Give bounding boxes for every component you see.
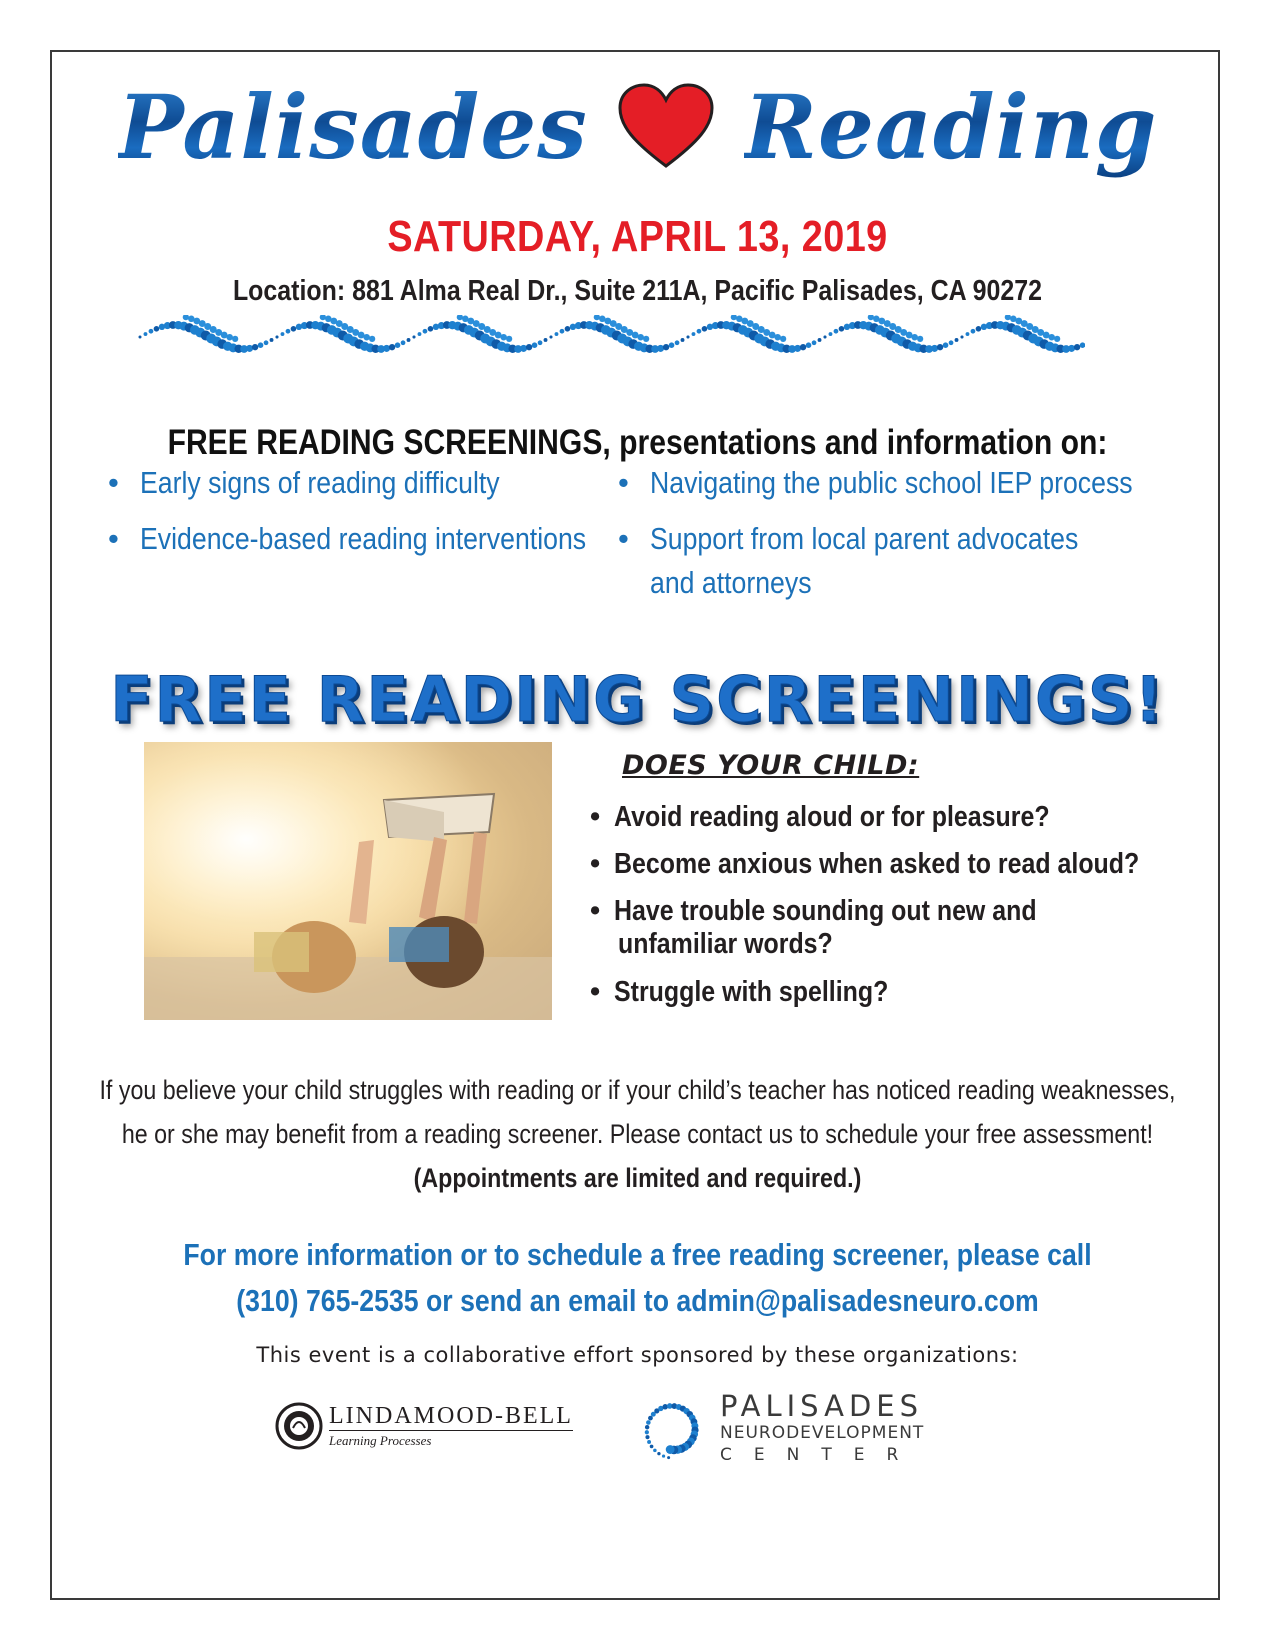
wave-dot [506, 336, 512, 342]
lindamood-bell-logo [275, 1402, 573, 1450]
wave-dot [687, 336, 690, 339]
wave-dot [544, 338, 548, 342]
wave-dot [917, 336, 923, 342]
wave-dot [555, 332, 559, 336]
wave-dot [868, 315, 874, 320]
logo-dot [645, 1425, 649, 1429]
heart-icon [616, 82, 716, 172]
wave-dot [565, 326, 571, 332]
lindamood-bell-seal-icon [275, 1402, 323, 1450]
bullet-icon: • [590, 895, 601, 927]
wave-dot [675, 340, 680, 345]
logo-dot [648, 1416, 653, 1421]
wave-dot [532, 342, 538, 348]
wave-dot [955, 338, 959, 342]
logo-dot [653, 1449, 657, 1453]
wave-dot [457, 315, 463, 320]
wave-dot [1080, 342, 1085, 348]
palisades-dots-icon [638, 1388, 708, 1468]
wave-dot [669, 342, 675, 348]
topics-heading: FREE READING SCREENINGS, presentations and information on: [167, 423, 1108, 462]
wave-dot [681, 338, 685, 342]
logo-dot [650, 1445, 654, 1449]
lindamood-bell-name: LINDAMOOD-BELL [329, 1402, 573, 1429]
list-item-continuation: and attorneys [650, 565, 812, 600]
wave-dot [291, 326, 297, 332]
wave-dot [252, 344, 258, 350]
wave-dot [594, 315, 600, 320]
wave-dot [246, 345, 253, 352]
wave-dot [395, 342, 401, 348]
wave-dot [976, 326, 982, 332]
bullet-icon: • [108, 521, 119, 556]
wave-dot [369, 336, 375, 342]
paragraph-line: he or she may benefit from a reading screener. Please contact us to schedule your free assessment! [121, 1119, 1154, 1149]
list-item: • Early signs of reading difficulty [108, 465, 500, 500]
wave-dot [774, 334, 781, 341]
wave-dot [413, 336, 416, 339]
wave-dot [1048, 334, 1055, 341]
wave-dot [806, 342, 812, 348]
wave-dot [1005, 315, 1011, 320]
list-item: • Evidence-based reading interventions [108, 521, 587, 556]
child-questions-heading: DOES YOUR CHILD: [622, 750, 920, 781]
wave-dot [154, 326, 160, 332]
children-reading-photo [144, 742, 552, 1020]
logo-dot [646, 1420, 651, 1425]
wave-dot [520, 345, 527, 352]
wave-dot [232, 336, 238, 342]
wave-dot [401, 340, 406, 345]
wave-dot [1068, 345, 1075, 352]
wave-dot [1054, 336, 1060, 342]
list-item: • Navigating the public school IEP process [618, 465, 1133, 500]
bullet-icon: • [108, 465, 119, 500]
wave-dot [500, 334, 507, 341]
wave-dot [526, 344, 532, 350]
wave-dot [320, 315, 326, 320]
title-word-right: Reading [743, 75, 1158, 179]
palisades-neurodevelopment-logo [638, 1388, 924, 1468]
list-item: • Support from local parent advocates [618, 521, 1079, 556]
contact-info [0, 1232, 1275, 1324]
wave-dot [149, 329, 154, 334]
wave-dot [818, 338, 822, 342]
wave-dot [183, 315, 189, 320]
wave-dot [961, 336, 964, 339]
paragraph-line: If you believe your child struggles with reading or if your child’s teacher has noticed reading weaknesses, [99, 1075, 1176, 1105]
wave-dot [281, 332, 285, 336]
logo-dot [647, 1440, 651, 1444]
wave-dot [657, 345, 664, 352]
logo-dot [657, 1452, 660, 1455]
wave-dot [966, 332, 970, 336]
wave-dot [824, 336, 827, 339]
list-item: • Struggle with spelling? [590, 976, 889, 1008]
wave-dot [1074, 344, 1080, 350]
wave-dot [276, 336, 279, 339]
lindamood-bell-tagline: Learning Processes [329, 1432, 432, 1448]
title-word-left: Palisades [117, 75, 588, 179]
list-item: • Have trouble sounding out new and [590, 895, 1037, 927]
wave-dot [931, 345, 938, 352]
bullet-icon: • [618, 465, 629, 500]
bullet-icon: • [590, 976, 601, 1008]
wave-dot [286, 329, 291, 334]
wave-dot [560, 329, 565, 334]
wave-dot [389, 344, 395, 350]
wave-dot [144, 332, 148, 336]
event-location: Location: 881 Alma Real Dr., Suite 211A, Pacific Palisades, CA 90272 [232, 275, 1043, 307]
wave-dot [780, 336, 786, 342]
bullet-icon: • [590, 848, 601, 880]
pnc-line1: PALISADES [720, 1389, 924, 1423]
list-item: • Avoid reading aloud or for pleasure? [590, 801, 1050, 833]
wave-dot [363, 334, 370, 341]
description-paragraph [0, 1068, 1275, 1200]
wave-dot [139, 336, 142, 339]
decorative-wave [135, 315, 1085, 365]
contact-line: For more information or to schedule a free reading screener, please call [183, 1237, 1092, 1272]
bullet-icon: • [618, 521, 629, 556]
wave-dot [258, 342, 264, 348]
wave-dot [692, 332, 696, 336]
contact-line: (310) 765-2535 or send an email to admin@palisadesneuro.com [236, 1283, 1039, 1318]
free-screenings-banner: FREE READING SCREENINGS! [110, 663, 1165, 736]
event-date: SATURDAY, APRIL 13, 2019 [387, 212, 888, 261]
wave-dot [538, 340, 543, 345]
logo-dot [662, 1455, 665, 1458]
wave-dot [702, 326, 708, 332]
wave-dot [971, 329, 976, 334]
wave-dot [418, 332, 422, 336]
bullet-icon: • [590, 801, 601, 833]
wave-dot [264, 340, 269, 345]
wave-dot [949, 340, 954, 345]
wave-dot [943, 342, 949, 348]
pnc-line2: NEURODEVELOPMENT [720, 1423, 925, 1443]
sponsor-intro: This event is a collaborative effort sponsored by these organizations: [256, 1343, 1019, 1367]
logo-dot [667, 1456, 670, 1459]
wave-dot [800, 344, 806, 350]
wave-dot [937, 344, 943, 350]
wave-dot [226, 334, 233, 341]
list-item-continuation: unfamiliar words? [618, 928, 833, 960]
wave-dot [550, 336, 553, 339]
wave-dot [839, 326, 845, 332]
wave-dot [697, 329, 702, 334]
logo-dot [645, 1435, 649, 1439]
wave-dot [829, 332, 833, 336]
appointments-note: (Appointments are limited and required.) [413, 1163, 862, 1193]
wave-dot [643, 336, 649, 342]
logo-dot [666, 1445, 675, 1454]
wave-dot [834, 329, 839, 334]
wave-dot [407, 338, 411, 342]
wave-dot [663, 344, 669, 350]
page-title [0, 75, 1275, 179]
wave-dot [637, 334, 644, 341]
wave-dot [794, 345, 801, 352]
wave-dot [731, 315, 737, 320]
wave-dot [428, 326, 434, 332]
wave-dot [812, 340, 817, 345]
pnc-line3: CENTER [720, 1445, 921, 1465]
wave-dot [423, 329, 428, 334]
list-item: • Become anxious when asked to read aloud? [590, 848, 1140, 880]
wave-dot [911, 334, 918, 341]
wave-dot [270, 338, 274, 342]
logo-dot [645, 1430, 649, 1434]
wave-dot [383, 345, 390, 352]
